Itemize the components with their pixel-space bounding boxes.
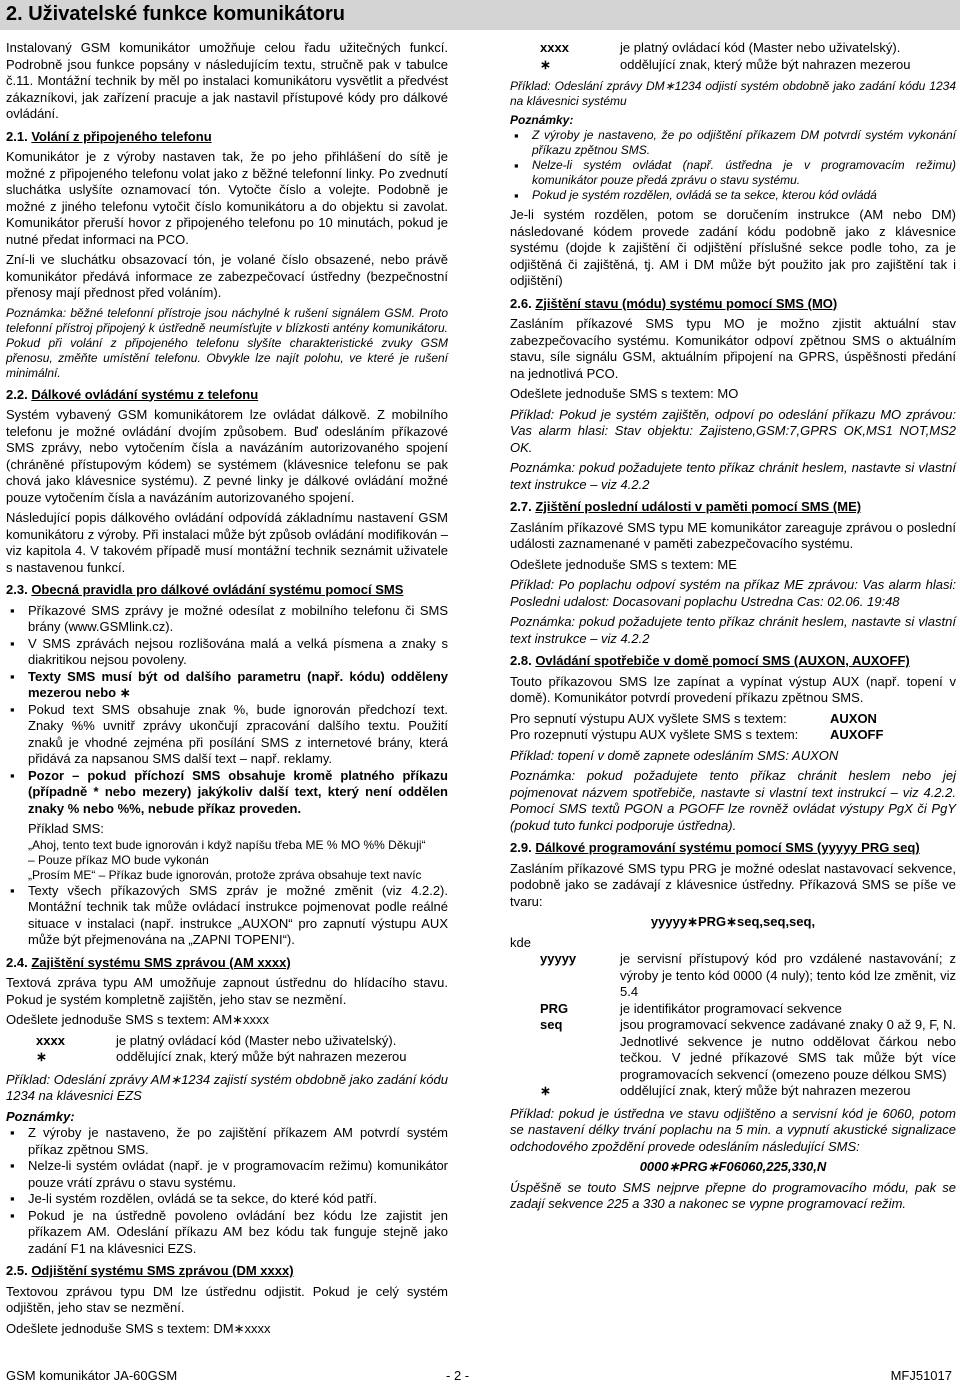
definition-row: yyyyy je servisní přístupový kód pro vzdálené nastavování; z výroby je tento kód 0000 (4 nuly); tento kód lze změnit, viz 5.4	[540, 951, 956, 999]
list-item: ▪ Z výroby je nastaveno, že po odjištění příkazem DM potvrdí systém vykonání příkazu zpětnou SMS.	[510, 128, 956, 158]
paragraph: Zasláním příkazové SMS typu ME komunikátor zareaguje zprávou o poslední události zaznamenané v paměti zabezpečovacího systému.	[510, 519, 956, 551]
chapter-header	[0, 0, 960, 30]
note: Poznámka: pokud požadujete tento příkaz chránit heslem, nastavte si vlastní text instrukce – viz 4.2.2	[510, 460, 956, 492]
section-heading-2-2: 2.2. Dálkové ovládání systému z telefonu	[6, 386, 259, 402]
left-column	[6, 40, 448, 1341]
send-instruction: Odešlete jednoduše SMS s textem: ME	[510, 556, 737, 572]
example-line: – Pouze příkaz MO bude vykonán	[28, 852, 209, 867]
list-item: ▪ Pozor – pokud příchozí SMS obsahuje kromě platného příkazu (případně * nebo mezery) jakýkoliv další text, který není oddělen znaky % nebo %%, nebude příkaz proveden.	[6, 768, 448, 818]
page-number: - 2 -	[446, 1368, 470, 1383]
note: Poznámka: běžné telefonní přístroje jsou náchylné k rušení signálem GSM. Proto telefonní přístroj připojený k ústředně neumísťujte v blízkosti antény komunikátoru. Pokud při volání z připojeného telefonu slyšíte charakteristické zvuky GSM přenosu, změňte umístění telefonu. Obvykle lze najít polohu, ve které je rušení minimální.	[6, 305, 448, 380]
section-heading-2-1: 2.1. Volání z připojeného telefonu	[6, 128, 212, 144]
definition-row: ∗ oddělující znak, který může být nahrazen mezerou	[540, 56, 911, 72]
example: Příklad: topení v domě zapnete odesláním SMS: AUXON	[510, 747, 839, 763]
example-line: „Ahoj, tento text bude ignorován i když napíšu třeba ME % MO %% Děkuji“	[28, 837, 426, 852]
definition-row: xxxx je platný ovládací kód (Master nebo uživatelský).	[540, 40, 901, 55]
list-item: ▪ V SMS zprávách nejsou rozlišována malá a velká písmena a znaky s diakritikou nejsou povoleny.	[6, 636, 448, 669]
right-column	[510, 40, 956, 1217]
rules-list-2	[6, 883, 448, 949]
list-item: ▪ Pokud je systém rozdělen, ovládá se ta sekce, kterou kód ovládá	[510, 188, 956, 203]
list-item: ▪ Nelze-li systém ovládat (např. je v programovacím režimu) komunikátor pouze vrátí zprávu o stavu systému.	[6, 1158, 448, 1191]
definition-row: ∗ oddělující znak, který může být nahrazen mezerou	[36, 1049, 407, 1064]
list-item: ▪ Příkazové SMS zprávy je možné odesílat z mobilního telefonu či SMS brány (www.GSMlink.cz).	[6, 603, 448, 636]
paragraph: Následující popis dálkového ovládání odpovídá základnímu nastavení GSM komunikátoru z výroby. Při instalaci může být způsob ovládání modifikován – viz kapitola 4. V takovém případě musí montážní technik seznámit uživatele s nastavenou funkcí.	[6, 510, 448, 575]
paragraph: Je-li systém rozdělen, potom se doručením instrukce (AM nebo DM) následované kódem provede zadání kódu podobně jako z klávesnice systému (dojde k zajištění či odjištění příslušné sekce podle toho, za je odjištěná či zajištěná, tj. AM i DM může být použito jak pro zajištění tak i odjištění)	[510, 207, 956, 288]
list-item: ▪ Je-li systém rozdělen, ovládá se ta sekce, do které kód patří.	[6, 1191, 448, 1208]
command-example: 0000∗PRG∗F06060,225,330,N	[639, 1159, 827, 1174]
send-instruction: Odešlete jednoduše SMS s textem: MO	[510, 386, 739, 401]
example: Příklad: pokud je ústředna ve stavu odjištěno a servisní kód je 6060, potom se nastavení délky trvání poplachu na 5 min. a vypnutí akustické signalizace odchodového zpoždění provede odesláním následující SMS:	[510, 1105, 956, 1154]
example-line: „Prosím ME“ – Příkaz bude ignorován, protože zpráva obsahuje text navíc	[28, 867, 422, 882]
section-heading-2-9: 2.9. Dálkové programování systému pomocí SMS (yyyyy PRG seq)	[510, 840, 920, 855]
notes-label: Poznámky:	[6, 1108, 75, 1124]
note: Poznámka: pokud požadujete tento příkaz chránit heslem nebo jej pojmenovat názvem spotřebiče, nastavte si vlastní text instrukcí – viz 4.2.2. Pomocí SMS textů PGON a PGOFF lze rovněž ovládat výstupy PgX či PgY (pokud tuto funkci podporuje ústředna).	[510, 768, 956, 833]
section-heading-2-8: 2.8. Ovládání spotřebiče v domě pomocí SMS (AUXON, AUXOFF)	[510, 653, 910, 668]
note: Poznámka: pokud požadujete tento příkaz chránit heslem, nastavte si vlastní text instrukce – viz 4.2.2	[510, 614, 956, 646]
paragraph: Úspěšně se touto SMS nejprve přepne do programovacího módu, pak se zadají sekvence 225 a 330 a nakonec se vypne programovací režim.	[510, 1179, 956, 1211]
list-item: ▪ Texty všech příkazových SMS zpráv je možné změnit (viz 4.2.2). Montážní technik tak může ovládací instrukce pojmenovat podle reálné situace v instalaci (např. instrukce „AUXON“ pro zapnutí výstupu AUX může být přejmenována na „ZAPNI TOPENI“).	[6, 883, 448, 949]
list-item: ▪ Texty SMS musí být od dalšího parametru (např. kódu) odděleny mezerou nebo ∗	[6, 669, 448, 702]
send-instruction: Odešlete jednoduše SMS s textem: DM∗xxxx	[6, 1320, 271, 1336]
footer-left: GSM komunikátor JA-60GSM	[6, 1368, 178, 1383]
example-label: Příklad SMS:	[28, 821, 104, 836]
paragraph: Touto příkazovou SMS lze zapínat a vypínat výstup AUX (např. topení v domě). Komunikátor potvrdí provedení příkazu zpětnou SMS.	[510, 673, 956, 705]
list-item: ▪ Nelze-li systém ovládat (např. ústředna je v programovacím režimu) komunikátor pouze předá zprávu o stavu systému.	[510, 158, 956, 188]
paragraph: Zasláním příkazové SMS typu MO je možno zjistit aktuální stav zabezpečovacího systému. Komunikátor odpoví zpětnou SMS o aktuálním stavu, síle signálu GSM, aktuálním připojení na GPRS, úspěšnosti předání na jednotlivá PCO.	[510, 316, 956, 381]
paragraph: Textová zpráva typu AM umožňuje zapnout ústřednu do hlídacího stavu. Pokud je systém kompletně zajištěn, jeho stav se nezmění.	[6, 975, 448, 1007]
chapter-title: 2. Uživatelské funkce komunikátoru	[6, 3, 346, 25]
list-item: ▪ Pokud text SMS obsahuje znak %, bude ignorován předchozí text. Znaky %% uvnitř zprávy ukončují zpracování dalšího textu. Použití znaků je vhodné zejména při posílání SMS z internetové brány, která přidává za napsanou SMS další text – např. reklamy.	[6, 702, 448, 768]
paragraph: Textovou zprávou typu DM lze ústřednu odjistit. Pokud je celý systém odjištěn, jeho stav se nezmění.	[6, 1283, 448, 1315]
footer-right: MFJ51017	[890, 1368, 952, 1383]
example: Příklad: Odeslání zprávy AM∗1234 zajistí systém obdobně jako zadání kódu 1234 na klávesnici EZS	[6, 1071, 448, 1103]
intro-paragraph: Instalovaný GSM komunikátor umožňuje celou řadu užitečných funkcí. Podrobně jsou funkce popsány v následujícím textu, stručně pak v tabulce č.11. Montážní technik by měl po instalaci komunikátoru vysvětlit a předvést zákazníkovi, jak zařízení pracuje a jak nastavil přístupové kódy pro dálkové ovládání.	[6, 40, 448, 121]
definition-row: xxxx je platný ovládací kód (Master nebo uživatelský).	[36, 1032, 397, 1048]
list-item: ▪ Z výroby je nastaveno, že po zajištění příkazem AM potvrdí systém příkaz zpětnou SMS.	[6, 1125, 448, 1158]
paragraph: Zní-li ve sluchátku obsazovací tón, je volané číslo obsazené, nebo právě komunikátor předává informace ze zabezpečovací ústředny (bezpečnostní přenosy mají přednost před voláním).	[6, 252, 448, 300]
example: Příklad: Po poplachu odpoví systém na příkaz ME zprávou: Vas alarm hlasi: Posledni udalost: Docasovani poplachu Ustredna Cas: 02.06. 19:48	[510, 577, 956, 609]
aux-on-row: Pro sepnutí výstupu AUX vyšlete SMS s textem: AUXON	[510, 710, 877, 726]
definition-row: ∗ oddělující znak, který může být nahrazen mezerou	[540, 1083, 911, 1098]
definition-row: seq jsou programovací sekvence zadávané znaky 0 až 9, F, N. Jednotlivé sekvence je nutno oddělovat čárkou nebo tečkou. V jedné příkazové SMS tak může být více programovacích sekvencí (omezeno pouze délkou SMS)	[540, 1017, 957, 1082]
paragraph: Systém vybavený GSM komunikátorem lze ovládat dálkově. Z mobilního telefonu je možné ovládání dvojím způsobem. Buď odesláním příkazové SMS zprávy, nebo vytočením čísla a navázáním autorizovaného spojení (chráněné přístupovým kódem) se systémem (klávesnice telefonu se pak chová jako klávesnice systému). Z pevné linky je dálkové ovládání možné pouze vytočením čísla a navázáním autorizovaného spojení.	[6, 407, 448, 505]
section-heading-2-3: 2.3. Obecná pravidla pro dálkové ovládání systému pomocí SMS	[6, 582, 404, 597]
notes-list	[6, 1125, 448, 1257]
send-instruction: Odešlete jednoduše SMS s textem: AM∗xxxx	[6, 1012, 270, 1027]
section-heading-2-5: 2.5. Odjištění systému SMS zprávou (DM xxxx)	[6, 1263, 294, 1278]
section-heading-2-7: 2.7. Zjištění poslední události v paměti pomocí SMS (ME)	[510, 499, 862, 514]
notes-label: Poznámky:	[510, 113, 574, 127]
example: Příklad: Odeslání zprávy DM∗1234 odjistí systém obdobně jako zadání kódu 1234 na klávesnici systému	[510, 79, 956, 108]
paragraph: Komunikátor je z výroby nastaven tak, že po jeho přihlášení do sítě je možné z připojeného telefonu volat jako z běžné telefonní linky. Po zvednutí sluchátka uslyšíte oznamovací tón. Vytočte číslo a volejte. Podobně je možné z jiného telefonu vytočit číslo komunikátoru a do objektu si zavolat. Komunikátor přeruší hovor z připojeného telefonu po 10 minutách, pokud je nutné předat informaci na PCO.	[6, 149, 448, 247]
command-format: yyyyy∗PRG∗seq,seq,seq,	[650, 914, 816, 929]
notes-list	[510, 128, 956, 203]
rules-list	[6, 603, 448, 818]
kde-label: kde	[510, 934, 531, 950]
example: Příklad: Pokud je systém zajištěn, odpoví po odeslání příkazu MO zprávou: Vas alarm hlasi: Stav objektu: Zajisteno,GSM:7,GPRS OK,MS1 NOT,MS2 OK.	[510, 406, 956, 455]
section-heading-2-6: 2.6. Zjištění stavu (módu) systému pomocí SMS (MO)	[510, 295, 838, 311]
section-heading-2-4: 2.4. Zajištění systému SMS zprávou (AM xxxx)	[6, 954, 291, 970]
definition-row: PRG je identifikátor programovací sekvence	[540, 1000, 842, 1016]
aux-off-row: Pro rozepnutí výstupu AUX vyšlete SMS s textem: AUXOFF	[510, 727, 884, 742]
paragraph: Zasláním příkazové SMS typu PRG je možné odeslat nastavovací sekvence, podobně jako se zadávají z klávesnice ústředny. Příkazová SMS se píše ve tvaru:	[510, 860, 956, 909]
list-item: ▪ Pokud je na ústředně povoleno ovládání bez kódu lze zajistit jen příkazem AM. Odeslání příkazu AM bez kódu tak funguje stejně jako zadání F1 na klávesnici EZS.	[6, 1208, 448, 1258]
